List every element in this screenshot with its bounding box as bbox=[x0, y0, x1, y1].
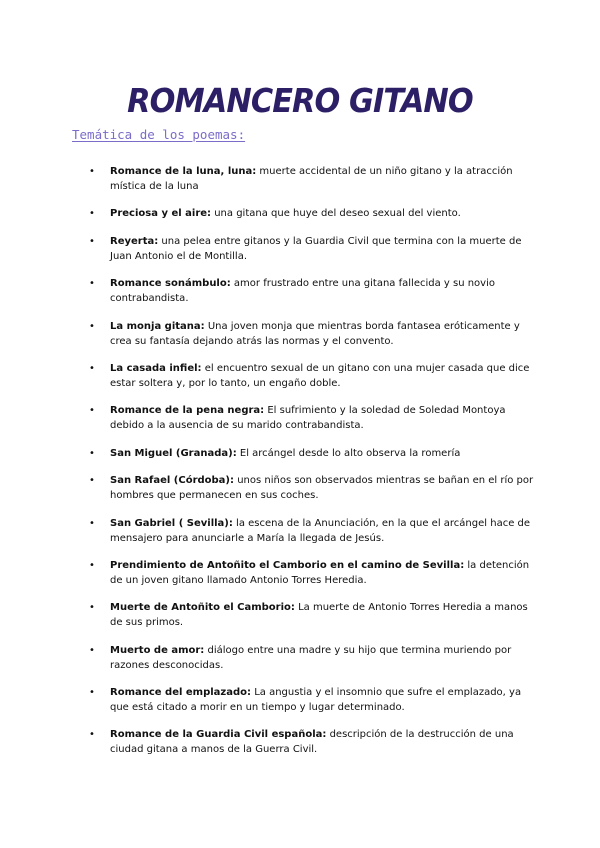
poem-title: La casada infiel: bbox=[110, 362, 202, 374]
list-item bbox=[88, 206, 536, 221]
poem-description: El arcángel desde lo alto observa la romería bbox=[236, 447, 461, 459]
bullet-icon: • bbox=[89, 278, 95, 290]
list-item bbox=[88, 473, 536, 503]
poem-description: unos niños son observados mientras se bañan en el río por hombres que permanecen en sus coches. bbox=[110, 475, 534, 502]
list-item bbox=[88, 164, 536, 194]
poem-description: muerte accidental de un niño gitano y la atracción mística de la luna bbox=[110, 166, 513, 192]
poem-description: La angustia y el insomnio que sufre el emplazado, ya que está citado a morir en un tiempo y lugar determinado. bbox=[110, 687, 522, 714]
list-item bbox=[88, 234, 536, 264]
list-item bbox=[88, 446, 536, 461]
poem-description: amor frustrado entre una gitana fallecida y su novio contrabandista. bbox=[110, 278, 495, 305]
poem-list bbox=[88, 164, 536, 770]
poem-description: diálogo entre una madre y su hijo que termina muriendo por razones desconocidas. bbox=[110, 644, 512, 671]
bullet-icon: • bbox=[89, 235, 95, 247]
list-item bbox=[88, 403, 536, 433]
bullet-icon: • bbox=[89, 559, 95, 571]
bullet-icon: • bbox=[89, 644, 95, 656]
list-item bbox=[88, 276, 536, 306]
section-subtitle: Temática de los poemas: bbox=[72, 127, 246, 142]
bullet-icon: • bbox=[89, 208, 95, 220]
bullet-icon: • bbox=[89, 687, 95, 699]
poem-description: el encuentro sexual de un gitano con una mujer casada que dice estar soltera y, por lo tanto, un engaño doble. bbox=[110, 362, 530, 389]
bullet-icon: • bbox=[89, 475, 95, 487]
poem-title: Muerto de amor: bbox=[110, 644, 205, 656]
bullet-icon: • bbox=[89, 447, 95, 459]
poem-title: Muerte de Antoñito el Camborio: bbox=[110, 602, 295, 614]
poem-title: Romance del emplazado: bbox=[110, 687, 252, 699]
list-item bbox=[88, 685, 536, 715]
poem-title: San Rafael (Córdoba): bbox=[110, 475, 235, 487]
poem-title: Reyerta: bbox=[110, 235, 159, 247]
list-item bbox=[88, 516, 536, 546]
poem-description: El sufrimiento y la soledad de Soledad Montoya debido a la ausencia de su marido contrabandista. bbox=[110, 405, 506, 432]
list-item bbox=[88, 558, 536, 588]
poem-description: una gitana que huye del deseo sexual del viento. bbox=[211, 208, 461, 220]
document-title: ROMANCERO GITANO bbox=[127, 81, 473, 121]
poem-title: San Gabriel ( Sevilla): bbox=[110, 517, 233, 529]
poem-description: la detención de un joven gitano llamado Antonio Torres Heredia. bbox=[110, 559, 530, 586]
poem-title: San Miguel (Granada): bbox=[110, 447, 237, 459]
list-item bbox=[88, 643, 536, 673]
poem-title: Preciosa y el aire: bbox=[110, 208, 212, 220]
poem-title: Romance de la pena negra: bbox=[110, 405, 265, 417]
bullet-icon: • bbox=[89, 405, 95, 417]
poem-title: La monja gitana: bbox=[110, 320, 205, 332]
list-item bbox=[88, 361, 536, 391]
poem-description: una pelea entre gitanos y la Guardia Civil que termina con la muerte de Juan Antonio el de Montilla. bbox=[110, 235, 522, 262]
poem-description: la escena de la Anunciación, en la que el arcángel hace de mensajero para anunciarle a María la llegada de Jesús. bbox=[110, 517, 531, 544]
poem-title: Prendimiento de Antoñito el Camborio en el camino de Sevilla: bbox=[110, 559, 465, 571]
poem-title: Romance de la Guardia Civil española: bbox=[110, 729, 327, 741]
list-item bbox=[88, 600, 536, 630]
poem-description: Una joven monja que mientras borda fantasea eróticamente y crea su fantasía dejando atrás las normas y el convento. bbox=[110, 320, 520, 347]
bullet-icon: • bbox=[89, 166, 95, 177]
poem-description: descripción de la destrucción de una ciudad gitana a manos de la Guerra Civil. bbox=[110, 729, 514, 756]
list-item bbox=[88, 319, 536, 349]
list-item bbox=[88, 727, 536, 757]
poem-title: Romance sonámbulo: bbox=[110, 278, 231, 290]
poem-description: La muerte de Antonio Torres Heredia a manos de sus primos. bbox=[110, 602, 528, 629]
bullet-icon: • bbox=[89, 729, 95, 741]
bullet-icon: • bbox=[89, 320, 95, 332]
bullet-icon: • bbox=[89, 517, 95, 529]
bullet-icon: • bbox=[89, 362, 95, 374]
bullet-icon: • bbox=[89, 602, 95, 614]
poem-title: Romance de la luna, luna: bbox=[110, 166, 257, 177]
